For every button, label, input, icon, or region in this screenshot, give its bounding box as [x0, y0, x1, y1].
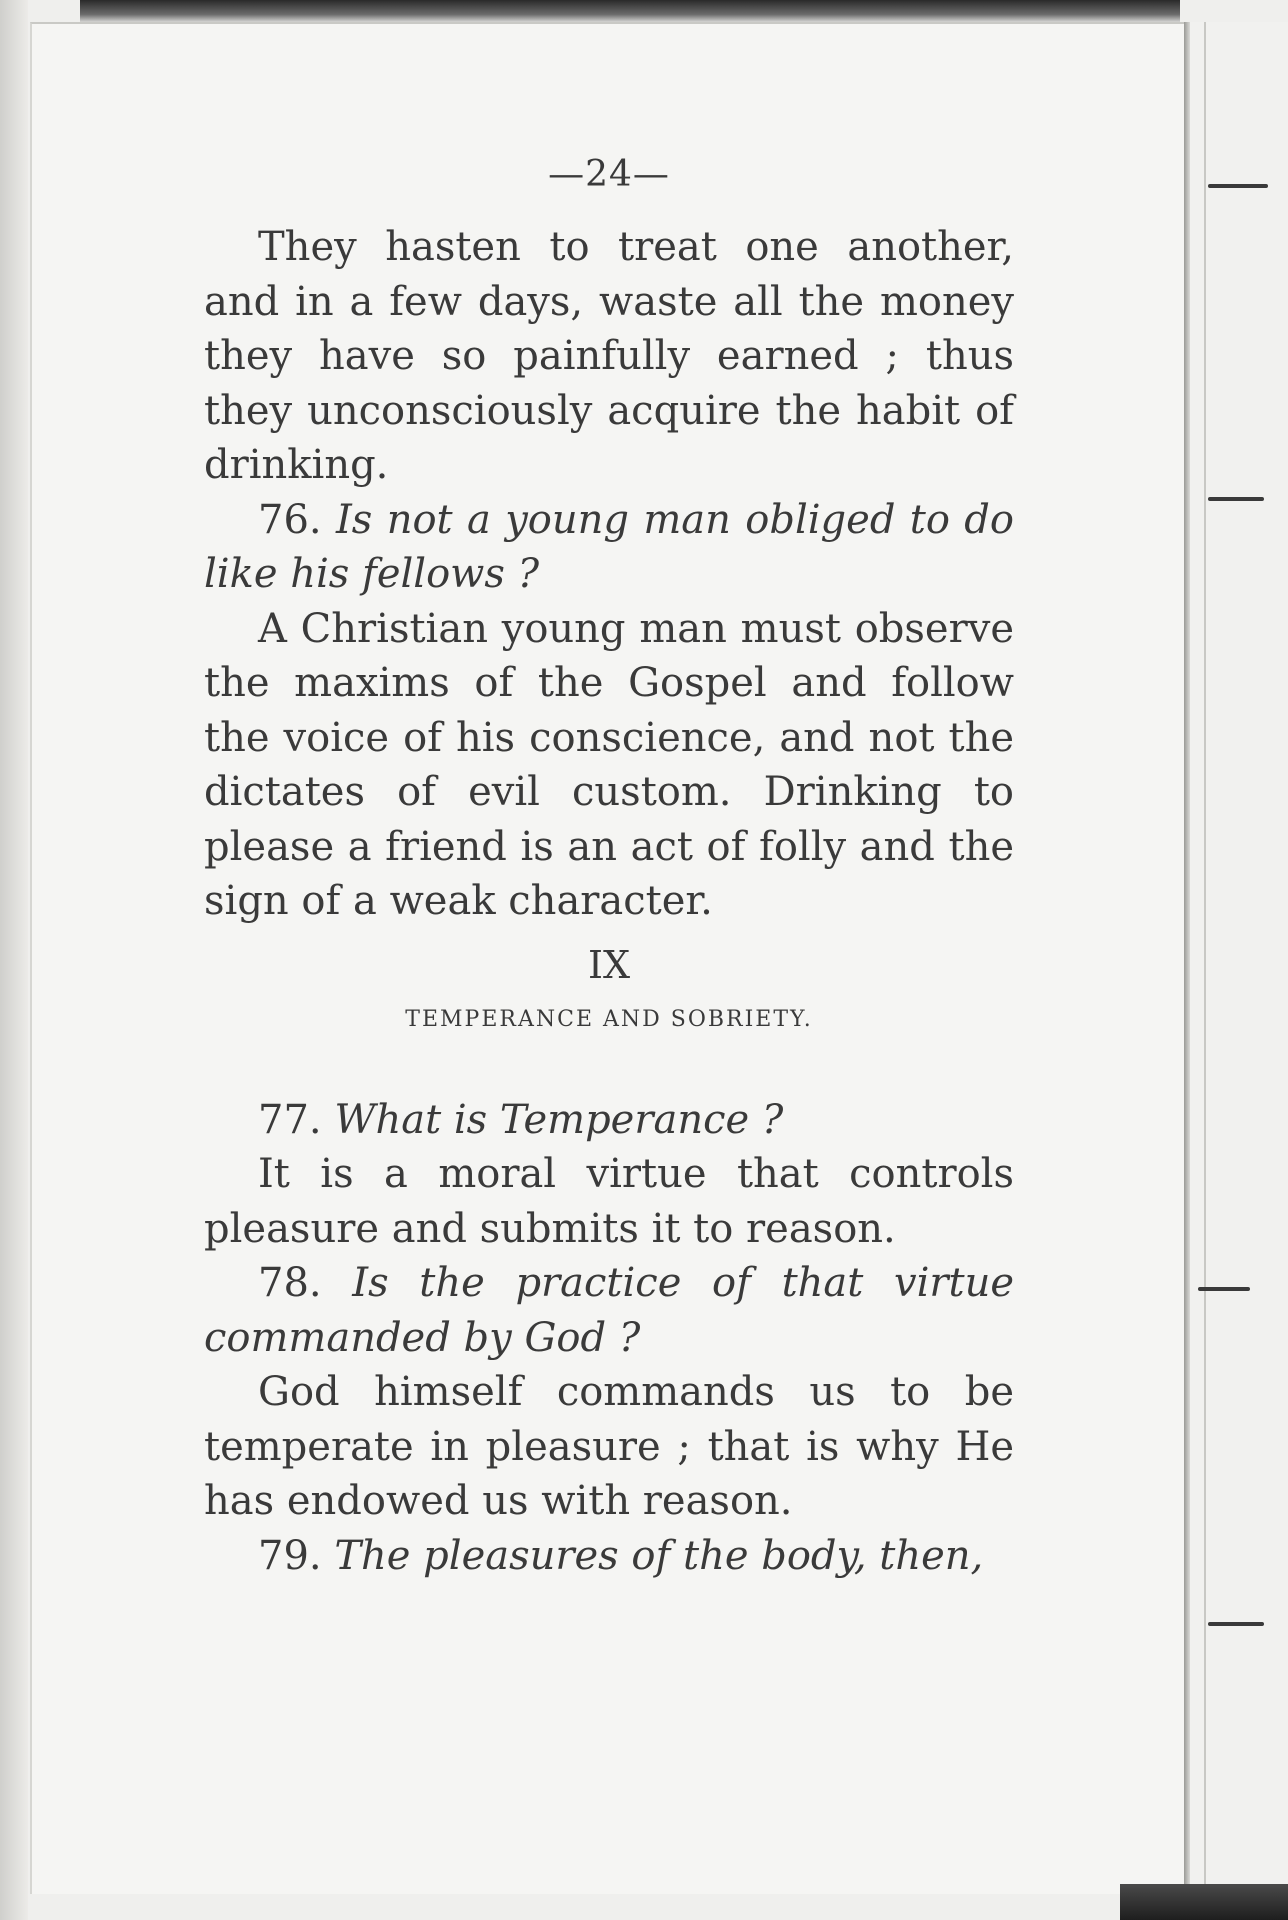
- question: [204, 1529, 1014, 1584]
- question: [204, 1256, 1014, 1365]
- question-text: The pleasures of the body, then,: [334, 1532, 984, 1579]
- section-title: TEMPERANCE AND SOBRIETY.: [405, 1006, 813, 1032]
- adjacent-page-line: [1204, 22, 1206, 1920]
- binding-stitch: [1208, 497, 1264, 501]
- question-text: Is the practice of that virtue commanded by God ?: [204, 1260, 1015, 1361]
- question-text: Is not a young man obliged to do like his fellows ?: [204, 496, 1014, 597]
- paragraph: They hasten to treat one another, and in a few days, waste all the money they have so painfully earned ; thus they unconsciously acquire the habit of drinking.: [204, 224, 1014, 488]
- question: [204, 493, 1014, 602]
- top-shadow: [80, 0, 1180, 24]
- question: [204, 1093, 1014, 1148]
- question-text: What is Temperance ?: [334, 1096, 784, 1143]
- adjacent-page-edge: [1190, 22, 1288, 1920]
- question-number: 77.: [258, 1096, 322, 1143]
- paragraph: It is a moral virtue that controls pleasure and submits it to reason.: [204, 1151, 1014, 1252]
- question-number: 79.: [258, 1532, 322, 1579]
- question-number: 78.: [258, 1260, 322, 1306]
- section-number: IX: [587, 942, 631, 987]
- page-number: —24—: [548, 154, 670, 195]
- binding-stitch: [1198, 1287, 1250, 1291]
- paragraph: A Christian young man must observe the maxims of the Gospel and follow the voice of his conscience, and not the dictates of evil custom. Drinking to please a friend is an act of folly and the sign of a weak character.: [204, 605, 1014, 924]
- binding-stitch: [1208, 184, 1268, 188]
- question-number: 76.: [258, 496, 322, 543]
- paragraph: God himself commands us to be temperate in pleasure ; that is why He has endowed us with reason.: [204, 1369, 1014, 1524]
- text-block: [204, 150, 1014, 1583]
- book-left-edge: [0, 0, 28, 1920]
- bottom-shadow: [1120, 1884, 1288, 1920]
- binding-stitch: [1208, 1622, 1264, 1626]
